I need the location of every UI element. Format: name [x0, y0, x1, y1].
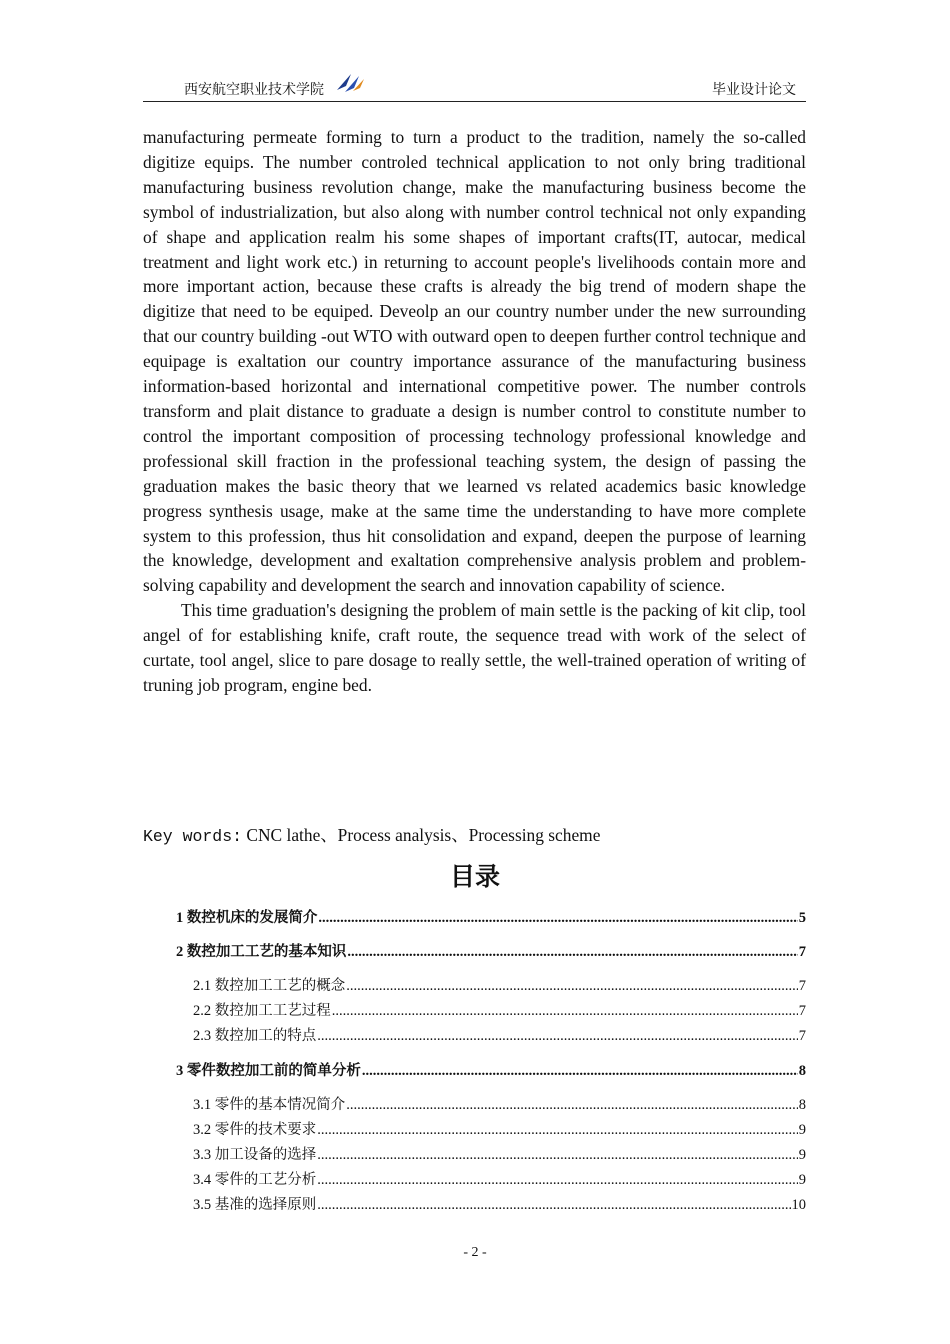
toc-entry-title: 2 数控加工工艺的基本知识	[176, 944, 347, 960]
toc-entry-title: 3 零件数控加工前的简单分析	[176, 1063, 361, 1079]
abstract-body	[143, 125, 806, 698]
toc-entry-page: 7	[798, 978, 806, 994]
toc-leader	[347, 942, 797, 962]
toc-entry-title: 2.2 数控加工工艺过程	[193, 1003, 331, 1019]
toc-leader	[317, 1195, 790, 1215]
toc-leader	[346, 976, 798, 996]
toc-entry-title: 3.2 零件的技术要求	[193, 1122, 317, 1138]
toc-entry-title: 3.5 基准的选择原则	[193, 1197, 317, 1213]
page-number: - 2 -	[463, 1245, 487, 1260]
toc-entry-page: 9	[798, 1122, 806, 1138]
abstract-paragraph: manufacturing permeate forming to turn a product to the tradition, namely the so-called digitize equips. The number controled technical application to not only bring traditional manufacturing business revolution change, make the manufacturing business become the symbol of industrialization, but also along with number control technical not only expanding of shape and application realm his some shapes of important crafts(IT, autocar, medical treatment and light work etc.) in returning to account people's livelihoods contain more and more important action, because these crafts is already the big trend of modern shape the digitize that need to be equiped. Deveolp an our country number under the new surrounding that our country building -out WTO with outward open to deepen further control technique and equipage is exaltation our country importance assurance of the manufacturing business information-based horizontal and international competitive power. The number controls transform and plait distance to graduate a design is number control to constitute number to control the important composition of processing technology professional knowledge and professional skill fraction in the professional teaching system, the design of passing the graduation makes the basic theory that we learned vs related academics basic knowledge progress synthesis usage, make at the same time the understanding to have more complete system to this profession, thus hit consolidation and expand, deepen the purpose of learning the knowledge, development and exaltation comprehensive analysis problem and problem-solving capability and development the search and innovation capability of science.	[143, 127, 806, 596]
toc-title: 目录	[449, 862, 500, 891]
abstract-paragraph: This time graduation's designing the problem of main settle is the packing of kit clip, tool angel of for establishing knife, craft route, the sequence tread with work of the select of curtate, tool angel, slice to pare dosage to really settle, the well-trained operation of writing of truning job program, engine bed.	[143, 600, 806, 695]
school-logo	[335, 70, 365, 96]
toc-leader	[317, 1120, 798, 1140]
toc-entry-page: 10	[791, 1197, 806, 1213]
toc-entry-title: 3.3 加工设备的选择	[193, 1147, 317, 1163]
toc-entry-page: 7	[798, 1028, 806, 1044]
school-name: 西安航空职业技术学院	[184, 83, 324, 98]
toc-leader	[318, 908, 797, 928]
toc-entry[interactable]	[193, 1095, 806, 1115]
document-type: 毕业设计论文	[712, 83, 796, 98]
toc-entry[interactable]	[193, 1145, 806, 1165]
toc-entry-title: 3.4 零件的工艺分析	[193, 1172, 317, 1188]
toc-leader	[317, 1170, 798, 1190]
toc-entry[interactable]	[193, 1170, 806, 1190]
keywords-label: Key words:	[143, 827, 243, 846]
keywords-line	[143, 823, 600, 849]
toc-entry[interactable]	[176, 1061, 806, 1081]
toc-entry[interactable]	[193, 1195, 806, 1215]
toc-entry-title: 2.1 数控加工工艺的概念	[193, 978, 346, 994]
keywords-value: CNC lathe、Process analysis、Processing scheme	[246, 825, 601, 845]
toc-entry[interactable]	[193, 976, 806, 996]
toc-entry[interactable]	[193, 1001, 806, 1021]
toc-entry-page: 8	[798, 1063, 806, 1079]
toc-entry[interactable]	[176, 908, 806, 928]
toc-leader	[332, 1001, 798, 1021]
toc-entry[interactable]	[193, 1026, 806, 1046]
toc-leader	[362, 1061, 798, 1081]
toc-leader	[317, 1026, 798, 1046]
toc-entry-page: 8	[798, 1097, 806, 1113]
toc-entry-page: 7	[798, 944, 806, 960]
toc-entry-title: 3.1 零件的基本情况简介	[193, 1097, 346, 1113]
toc-entry-title: 1 数控机床的发展简介	[176, 910, 318, 926]
toc-entry[interactable]	[193, 1120, 806, 1140]
toc-entry-page: 9	[798, 1172, 806, 1188]
toc-entry-page: 5	[798, 910, 806, 926]
toc-entry[interactable]	[176, 942, 806, 962]
toc-entry-page: 9	[798, 1147, 806, 1163]
toc-leader	[317, 1145, 798, 1165]
toc-entry-page: 7	[798, 1003, 806, 1019]
toc-entry-title: 2.3 数控加工的特点	[193, 1028, 317, 1044]
toc-leader	[346, 1095, 798, 1115]
page-header	[143, 70, 806, 102]
